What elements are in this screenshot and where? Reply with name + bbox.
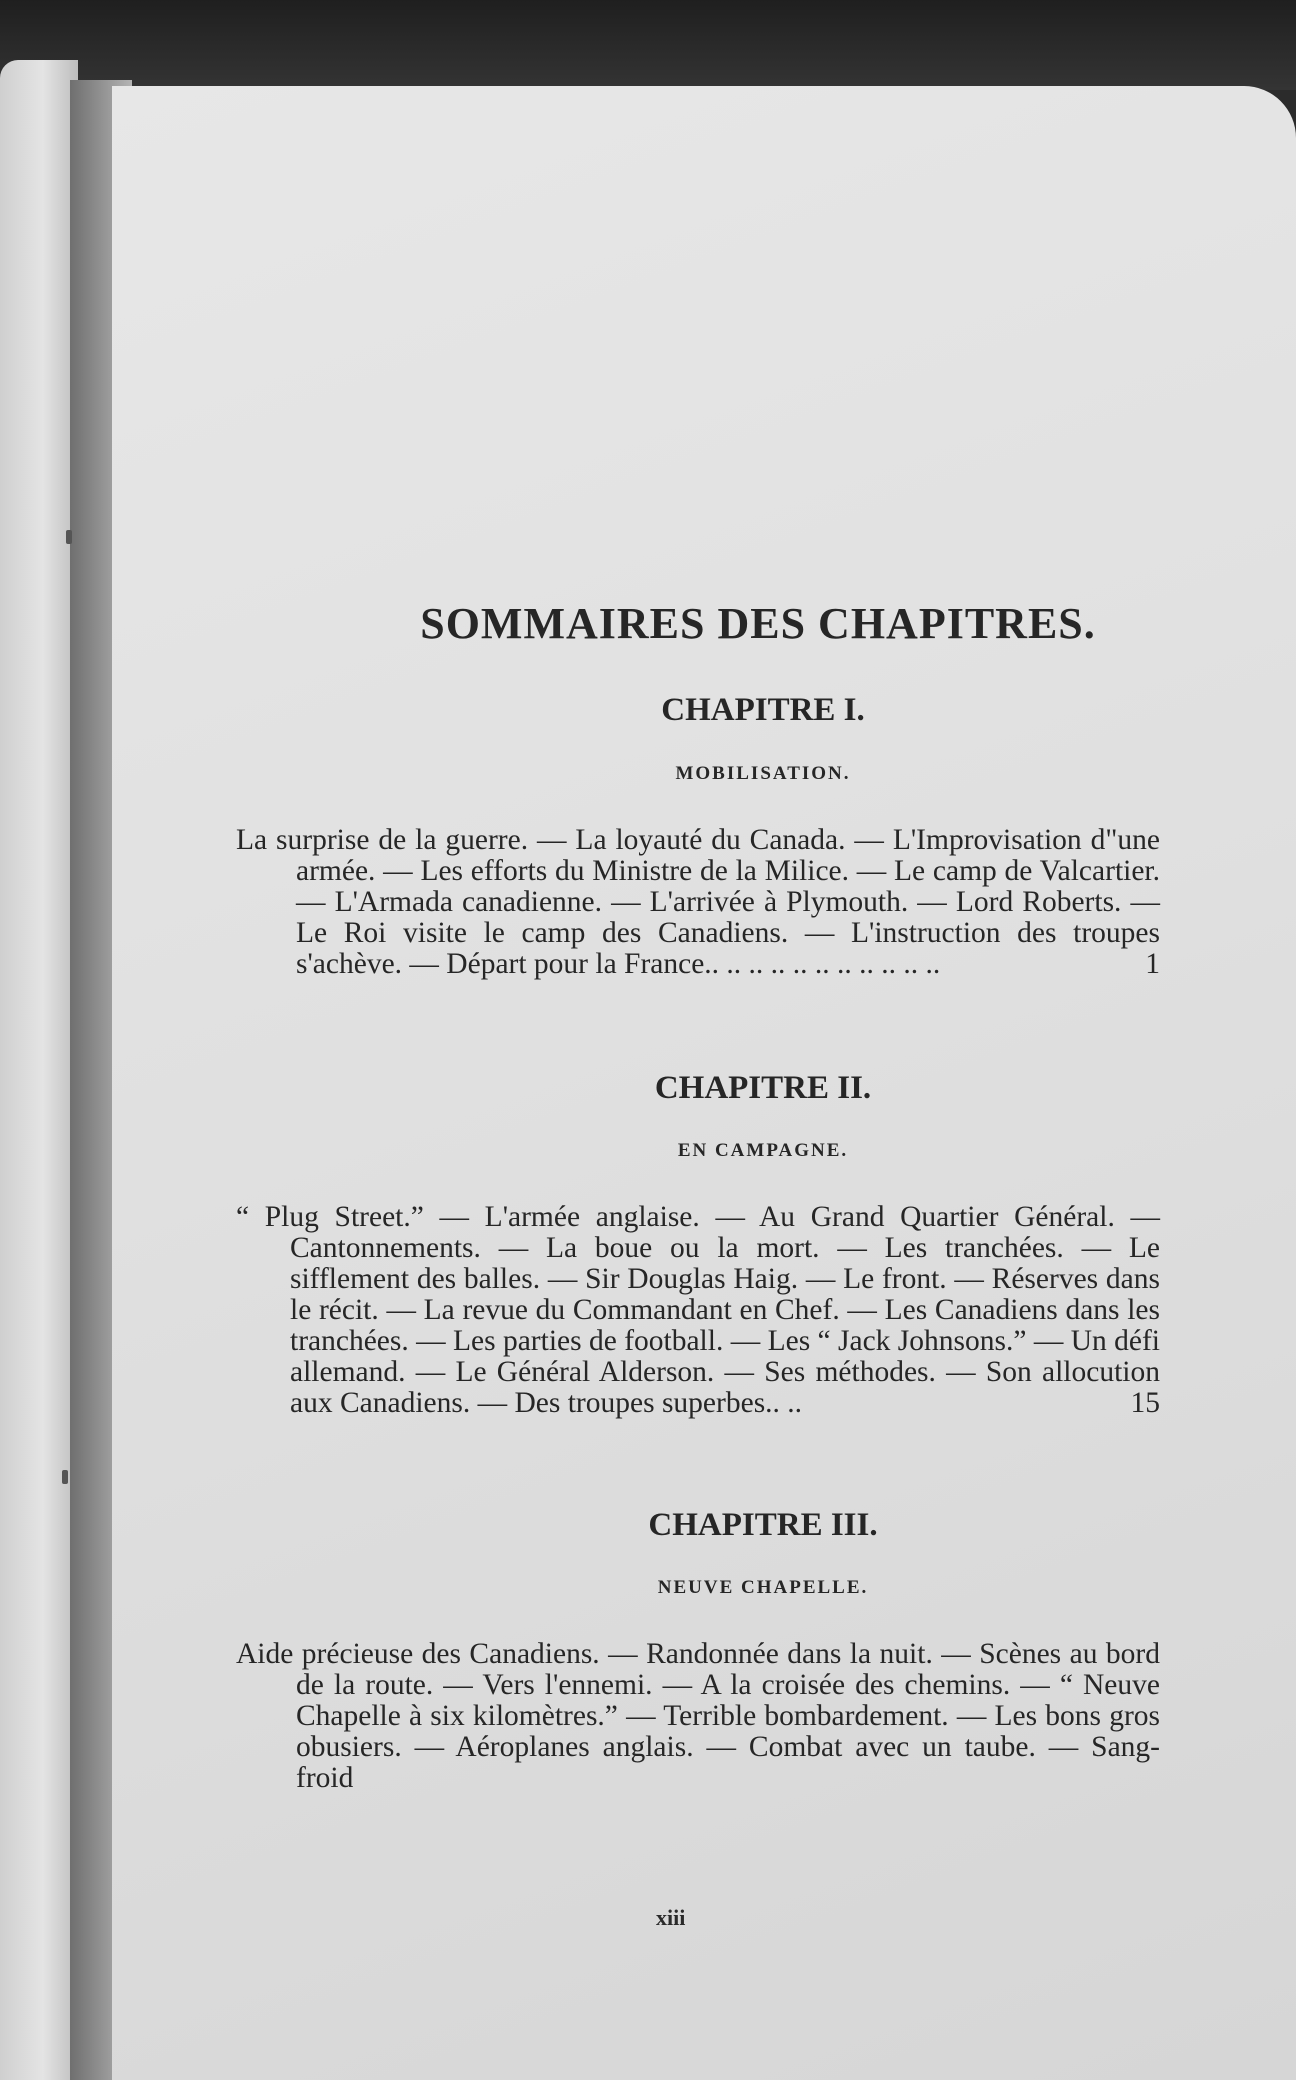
chapter-subtitle: MOBILISATION. [675, 762, 851, 784]
chapter-heading: CHAPITRE I. [661, 692, 865, 729]
gutter-mark [66, 530, 72, 544]
chapter-section-2 [236, 1070, 1160, 1419]
summary-text: “ Plug Street.” — L'armée anglaise. — Au Grand Quartier Général. — Cantonnements. — La boue ou la mort. — Les tranchées. — Le sifflement des balles. — Sir Douglas Haig. — Le front. — Réserves dans le récit. — La revue du Commandant en Chef. — Les Canadiens dans les tranchées. — Les parties de football. — Les “ Jack Johnsons.” — Un défi allemand. — Le Général Alderson. — Ses méthodes. — Son allocution aux Canadiens. — Des troupes superbes.. .. [236, 1200, 1161, 1419]
page-content [236, 600, 1160, 1794]
summary-text: La surprise de la guerre. — La loyauté du Canada. — L'Improvisation d"une armée. — Les efforts du Ministre de la Milice. — Le camp de Valcartier. — L'Armada canadienne. — L'arrivée à Plymouth. — Lord Roberts. — Le Roi visite le camp des Canadiens. — L'instruction des troupes s'achève. — Départ pour la France.. .. .. .. .. .. .. .. .. .. .. [236, 823, 1160, 980]
chapter-summary [236, 825, 1160, 980]
chapter-section-1 [236, 692, 1160, 979]
page-folio: xiii [656, 1905, 686, 1930]
page-number: 15 [1130, 1386, 1160, 1419]
facing-page-edge [0, 60, 78, 2080]
chapter-subtitle: EN CAMPAGNE. [677, 1139, 849, 1161]
page-number: 1 [1145, 947, 1160, 980]
gutter-mark [62, 1470, 68, 1484]
scan-background [0, 0, 1296, 90]
chapter-heading: CHAPITRE II. [654, 1069, 872, 1106]
chapter-section-3 [236, 1507, 1160, 1794]
page-title: SOMMAIRES DES CHAPITRES. [420, 599, 1096, 648]
chapter-heading: CHAPITRE III. [648, 1506, 878, 1543]
chapter-summary [236, 1639, 1160, 1794]
summary-text: Aide précieuse des Canadiens. — Randonnée dans la nuit. — Scènes au bord de la route. — Vers l'ennemi. — A la croisée des chemins. — “ Neuve Chapelle à six kilomètres.” — Terrible bombardement. — Les bons gros obusiers. — Aéroplanes anglais. — Combat avec un taube. — Sang-froid [236, 1638, 1160, 1795]
chapter-summary [236, 1202, 1160, 1419]
chapter-subtitle: NEUVE CHAPELLE. [657, 1577, 869, 1599]
